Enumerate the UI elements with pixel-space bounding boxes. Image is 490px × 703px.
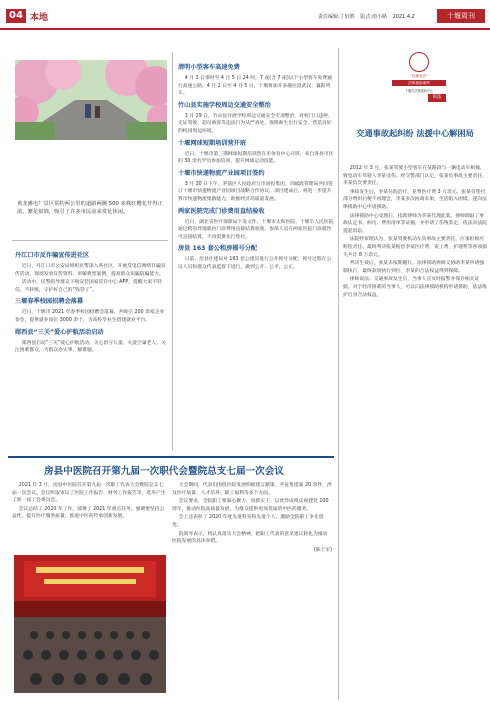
left-briefs [15,248,167,458]
brief-title: 丹江口市反诈骗宣传进社区 [15,252,90,259]
masthead: 十堰周刊 [437,9,485,23]
brief-title: 十堰网球短期培训营开班 [178,139,247,147]
case-paragraph: 事故发生后，李某住院治疗，花费医疗费 3 万余元。张某仅垫付部分费用后便不再理会，李某多次协商未果，生活陷入困境，遂向法律援助中心申请援助。 [343,189,487,210]
middle-briefs [178,60,334,452]
issue-date: 2021.4.2 [392,14,415,20]
brief-paragraph: 日前，房县住建局对 163 套公租房进行公开摇号分配，摇号过程在公证人员和群众代表监督下进行，做到公开、公平、公正。 [178,257,332,270]
badge-heading: “以案说法” [409,74,429,78]
brief-title: 竹山县实施学校周边交通安全整治 [178,101,271,109]
bottom-article-title: 房县中医院召开第九届一次职代会暨院总支七届一次会议 [44,466,284,477]
article-paragraph: 会议要求，全院职工要凝心聚力、真抓实干，以优异成绩庆祝建党 100 周年，推动医院高质量发展，为群众提供更加优质的中医药服务。 [172,499,329,512]
page-number: 04 [6,9,26,23]
brief-title: 房县 163 套公租房摇号分配 [178,245,258,253]
brief-paragraph: 3 月 29 日，竹山县开展学校周边交通安全专项整治，对校门口违停、无证驾驶、超员载客等违法行为从严查处，保障师生出行安全，营造良好的校园周边环境。 [178,113,333,134]
brief-paragraph: 3 月 30 日下午，茅箭区人民政府与市国投集团、市邮政管理局共同签订十堰市快递物流产业园项目战略合作协议。项目建成后，将进一步提升我市快递物流集散能力，助推经济高质量发展。 [178,181,333,202]
brief-paragraph: 近日，十堰市第三期网球短期培训营在市体育中心开班，来自各县市区的 30 余名学员参加培训，提升网球运动技能。 [178,151,334,165]
designer-credit: 版式:雨小路 [360,14,387,20]
article-paragraph: 会上还表彰了 2020 年度先进科室和先进个人，激励全院职工争先创优。 [172,515,324,528]
brief-title: 十堰市快递物流产业园项目签约 [178,169,265,177]
brief-paragraph: 活动中，民警指导群众下载安装国家反诈中心 APP，提醒大家不轻信、不转账，守护好自己的“钱袋子”。 [15,280,162,293]
brief-paragraph: 郧西县启动“三关”爱心护航活动，关心留守儿童、关爱空巢老人、关注困难群众，为群众办实事、解难题。 [15,340,166,354]
editor-credit: 责任编辑:丁佰胜 [318,14,355,20]
badge-subtext: 十堰市法律援助中心 [404,89,434,93]
case-paragraph: 判决生效后，张某未按期履行。法律援助律师又协助李某申请强制执行，最终款项执行到位，李某的合法权益得到保障。 [343,261,485,274]
case-paragraph: 法律援助中心受理后，指派律师为李某代理此案。律师调取了事故认定书、病历、费用清单等证据，并申请了伤残鉴定，依法向法院提起诉讼。 [343,213,487,234]
meeting-hall-image [14,555,166,693]
article-paragraph: 院领导表示，将认真落实大会精神，把职工代表的意见建议转化为推动医院发展的具体举措。 [172,531,328,545]
meeting-photo [14,555,166,693]
brief-paragraph: 4 月 3 日零时至 4 月 5 日 24 时，7 座(含 7 座)以下小型客车免费通行高速公路。4 月 2 日至 4 月 5 日，十堰将加开多趟往返武汉、襄阳列车。 [178,76,332,97]
article-paragraph: 2021 年 3 月，房县中医院召开第九届一次职工代表大会暨院总支七届一次会议。会议听取审议了医院工作报告、财务工作报告等，选举产生了新一届工会委员会。 [12,483,166,504]
brief-title: 清明小型客车高速免费 [178,64,240,71]
column-rule [172,52,173,450]
badge-emblem-icon [409,52,429,72]
page-header [0,0,490,30]
section-name: 本地 [30,13,49,23]
brief-paragraph: 近日，湖北省医疗保障局下发文件，十堰市太和医院、十堰市人民医院通过跨省异地就医门诊费用直接结算验收，参保人员在两家医院门诊就医可直接结算，不再需要先行垫付。 [178,219,334,240]
divider-left [12,240,168,241]
case-paragraph: 2012 年 3 月，张某驾驶小型客车在某路段与一辆电动车相撞，致电动车驾驶人李某受伤。经交警部门认定，张某负事故主要责任，李某负次要责任。 [343,166,487,187]
bottom-article-rule [8,456,334,458]
article-paragraph: 会议总结了 2020 年工作，部署了 2021 年重点任务，强调要坚持公益性，提升医疗服务质量，推进中医药传承创新发展。 [12,506,165,520]
case-badge [392,52,446,104]
brief-title: 郧西县“三关”爱心护航活动启动 [15,328,104,336]
case-body [343,165,487,695]
brief-paragraph: 近日，丹江口市公安局组织民警深入各社区，开展反电信网络诈骗宣传活动，现场发放宣传资料、讲解典型案例，提高群众识骗防骗能力。 [15,264,166,277]
brief-title: 三堰春季校园招聘会落幕 [15,298,84,306]
case-paragraph: 律师说法：交通事故发生后，当事人应及时报警并保存相关证据。对于经济困难的当事人，可以向法律援助机构申请援助，依法维护自身合法权益。 [343,277,487,298]
bottom-right-text [172,482,332,698]
badge-band: 法律援助案例 [392,80,446,86]
bottom-left-text [12,482,166,550]
article-paragraph: 大会期间，代表们围绕医院发展积极建言献策，共征集提案 20 余件，涉及医疗质量、人才培养、职工福利等多个方面。 [172,483,332,496]
case-paragraph: 法院经审理认为，张某驾驶机动车负事故主要责任，应承担相应赔偿责任。最终判决张某赔偿李某医疗费、误工费、护理费等各项损失共计 8 万余元。 [343,237,487,258]
brief-title: 两家医院完成门诊费用直结验收 [178,207,265,215]
case-title: 交通事故起纠纷 法援中心解困局 [356,128,474,138]
cherry-blossom-photo [15,60,167,140]
header-meta [318,13,419,20]
column-rule [338,48,339,700]
article-author: (陈士军) [313,547,332,553]
top-photo-caption: 黄龙滩电厂景区常约两公里的道路两侧 500 多株红樱花开得正浓，繁花似锦，吸引了许多市民前来赏花休闲。 [17,201,163,215]
brief-paragraph: 近日，十堰市 2021 年春季校园招聘会落幕，共吸引 200 余家企业参会，提供就业岗位 3000 余个，为高校毕业生搭建就业平台。 [15,310,165,323]
cherry-blossom-image [15,60,167,140]
badge-tag: 说法 [428,94,446,102]
